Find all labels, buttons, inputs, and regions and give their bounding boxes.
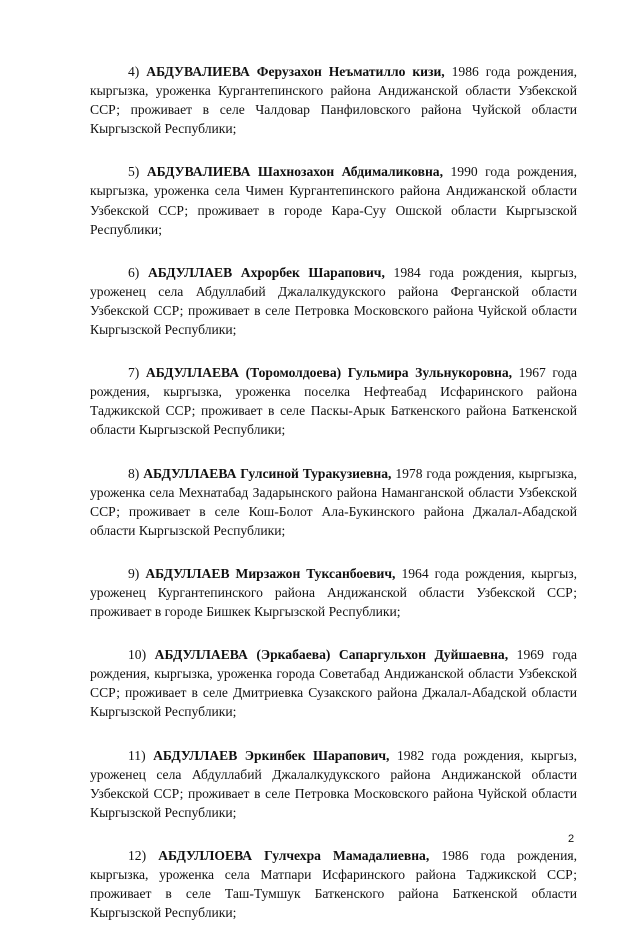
list-entry-11 — [90, 746, 577, 822]
list-entry-9 — [90, 564, 577, 621]
entry-name: АБДУЛЛАЕВА Гулсиной Туракузиевна, — [143, 465, 392, 481]
list-entry-6 — [90, 263, 577, 339]
entry-details: 1978 года рождения, кыргызка, уроженка села Мехнатабад Задарынского района Наманганской области Узбекской ССР; проживает в селе Кош-Болот Ала-Букинского района Джалал-Абадской области Кыргызской Республики; — [90, 465, 578, 538]
entry-number: 11) — [128, 747, 146, 763]
entry-name: АБДУЛЛАЕВА (Эркабаева) Сапаргульхон Дуйшаевна, — [154, 647, 509, 663]
entry-number: 12) — [128, 847, 147, 863]
entry-number: 9) — [128, 565, 140, 581]
entry-number: 6) — [128, 264, 140, 280]
entry-details: 1969 года рождения, кыргызка, уроженка города Советабад Андижанской области Узбекской ССР; проживает в селе Дмитриевка Сузакского района Джалал-Абадской области Кыргызской Республики; — [90, 647, 577, 720]
entry-name: АБДУВАЛИЕВА Шахнозахон Абдималиковна, — [146, 164, 443, 180]
entry-number: 5) — [128, 164, 140, 180]
entry-details: 1967 года рождения, кыргызка, уроженка поселка Нефтеабад Исфаринского района Таджикской ССР; проживает в селе Паскы-Арык Баткенского района Баткенской области Кыргызской Республики; — [90, 365, 577, 438]
entry-details: 1984 года рождения, кыргыз, уроженец села Абдуллабий Джалалкудукского района Ферганской области Узбекской ССР; проживает в селе Петровка Московского района Чуйской области Кыргызской Республики; — [90, 264, 577, 338]
entry-details: 1986 года рождения, кыргызка, уроженка села Матпари Исфаринского района Таджикской ССР; проживает в селе Таш-Тумшук Баткенского района Баткенской области Кыргызской Республики; — [90, 847, 577, 921]
page-number: 2 — [568, 833, 575, 845]
list-entry-8 — [90, 464, 577, 540]
entry-name: АБДУЛЛАЕВА (Торомолдоева) Гульмира Зульнукоровна, — [145, 365, 513, 381]
entry-name: АБДУЛЛАЕВ Эркинбек Шарапович, — [153, 747, 390, 763]
list-entry-4 — [90, 62, 577, 138]
list-entry-12 — [90, 846, 577, 922]
entry-name: АБДУЛЛАЕВ Ахрорбек Шарапович, — [147, 264, 385, 280]
entry-name: АБДУВАЛИЕВА Ферузахон Неъматилло кизи, — [146, 64, 445, 79]
list-entry-5 — [90, 162, 577, 238]
entry-details: 1986 года рождения, кыргызка, уроженка Кургантепинского района Андижанской области Узбекской ССР; проживает в селе Чалдовар Панфиловского района Чуйской области Кыргызской Республики; — [90, 64, 578, 137]
list-entry-7 — [90, 363, 577, 439]
entry-number: 8) — [128, 465, 140, 481]
entry-details: 1990 года рождения, кыргызка, уроженка села Чимен Кургантепинского района Андижанской области Узбекской ССР; проживает в городе Кара-Суу Ошской области Кыргызской Республики; — [90, 164, 578, 237]
entry-name: АБДУЛЛАЕВ Мирзажон Туксанбоевич, — [145, 565, 396, 581]
entry-details: 1964 года рождения, кыргыз, уроженец Кургантепинского района Андижанской области Узбекской ССР; проживает в городе Бишкек Кыргызской Республики; — [90, 565, 577, 620]
entry-number: 4) — [128, 64, 140, 79]
entry-number: 7) — [128, 365, 140, 381]
entry-name: АБДУЛЛОЕВА Гулчехра Мамадалиевна, — [158, 847, 430, 863]
entry-details: 1982 года рождения, кыргыз, уроженец села Абдуллабий Джалалкудукского района Андижанской области Узбекской ССР; проживает в селе Петровка Московского района Чуйской области Кыргызской Республики; — [90, 747, 577, 820]
list-entry-10 — [90, 645, 577, 721]
entry-number: 10) — [128, 647, 147, 663]
entries-list — [90, 62, 577, 946]
